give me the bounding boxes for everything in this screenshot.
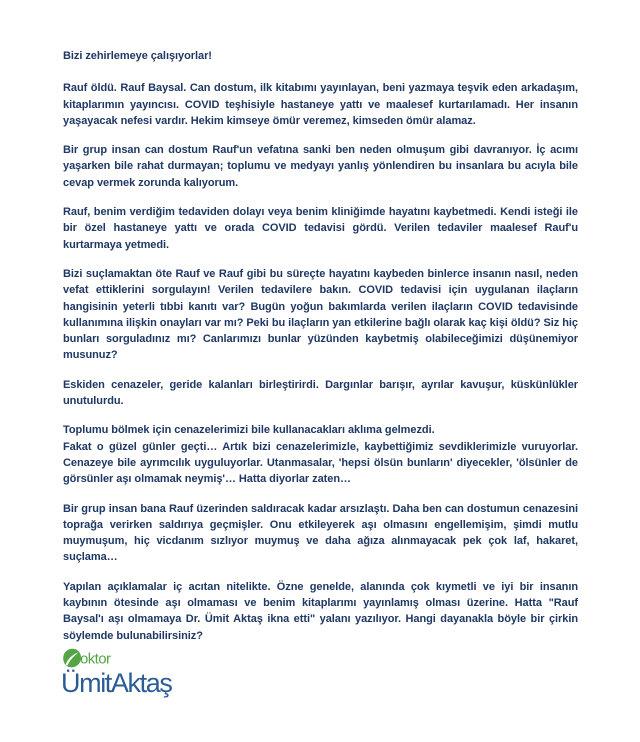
paragraph-6-line-2: Fakat o güzel günler geçti… Artık bizi cenazelerimizle, kaybettiğimiz sevdiklerimizle vuruyorlar. Cenazeye bile ayrımcılık uyguluyorlar. Utanmasalar, 'hepsi ölsün bunların' diyecekler, 'ölsünler de görsünler aşı olmamak neymiş'… Hatta diyorlar zaten…	[63, 440, 578, 486]
paragraph-7: Bir grup insan bana Rauf üzerinden saldıracak kadar arsızlaştı. Daha ben can dostumun cenazesini toprağa verirken saldırıya geçmişler. Onu etkileyerek aşı olmasını engellemişim, şimdi mutlu muymuşum, hiç vicdanım sızlıyor muymuş ve daha ağıza alınmayacak pek çok laf, hakaret, suçlama…	[63, 502, 578, 564]
paragraph-4: Bizi suçlamaktan öte Rauf ve Rauf gibi bu süreçte hayatını kaybeden binlerce insanın nasıl, neden vefat ettiklerini sorgulayın! Verilen tedavilere bakın. COVID tedavisi için uygulanan ilaçların hangisinin yeterli tıbbi kanıtı var? Bugün yoğun bakımlarda verilen ilaçların COVID tedavisinde kullanımına ilişkin onayları var mı? Peki bu ilaçların yan etkilerine bağlı olarak kaç kişi öldü? Siz hiç bunları sorguladınız mı? Canlarımızı bunlar yüzünden kaybetmiş olabileceğimizi düşünemiyor musunuz?	[63, 267, 579, 362]
paragraph-3: Rauf, benim verdiğim tedaviden dolayı veya benim kliniğimde hayatını kaybetmedi. Kendi isteği ile bir özel hastaneye yattı ve orada COVID tedavisi gördü. Verilen tedaviler maalesef Rauf'u kurtarmaya yetmedi.	[63, 206, 578, 251]
document-body	[63, 48, 578, 644]
leaf-d-icon	[63, 649, 81, 668]
paragraph-2: Bir grup insan can dostum Rauf'un vefatına sanki ben neden olmuşum gibi davranıyor. İç acımı yaşarken bile rahat durmayan; toplumu ve medyayı yanlış yönlendiren bu insanlara bu acıyla bile cevap vermek zorunda kalıyorum.	[63, 144, 578, 189]
paragraph-6-line-1: Toplumu bölmek için cenazelerimizi bile kullanacakları aklıma gelmezdi.	[63, 424, 435, 437]
paragraph-1: Rauf öldü. Rauf Baysal. Can dostum, ilk kitabımı yayınlayan, beni yazmaya teşvik eden arkadaşım, kitaplarımın yayıncısı. COVID teşhisiyle hastaneye yattı ve maalesef kurtarılamadı. Her insanın yaşayacak nefesi vardır. Hekim kimseye ömür veremez, kimseden ömür alamaz.	[63, 82, 578, 127]
paragraph-8: Yapılan açıklamalar iç acıtan nitelikte. Özne genelde, alanında çok kıymetli ve iyi bir insanın kaybının ötesinde aşı olmaması ve benim kitaplarımı yayınlamış olması üzerine. Hatta "Rauf Baysal'ı aşı olmamaya Dr. Ümit Aktaş ikna etti" yalanı yazılıyor. Hangi dayanakla böyle bir çirkin söylemde bulunabilirsiniz?	[63, 580, 578, 642]
logo-name-text: ÜmitAktaş	[61, 668, 172, 698]
doktor-umit-aktas-logo	[60, 648, 230, 700]
paragraph-5: Eskiden cenazeler, geride kalanları birleştirirdi. Dargınlar barışır, ayrılar kavuşur, küskünlükler unutulurdu.	[63, 378, 578, 408]
logo-doktor-text: oktor	[80, 650, 111, 668]
logo-artwork	[60, 648, 230, 700]
document-heading: Bizi zehirlemeye çalışıyorlar!	[63, 50, 212, 62]
